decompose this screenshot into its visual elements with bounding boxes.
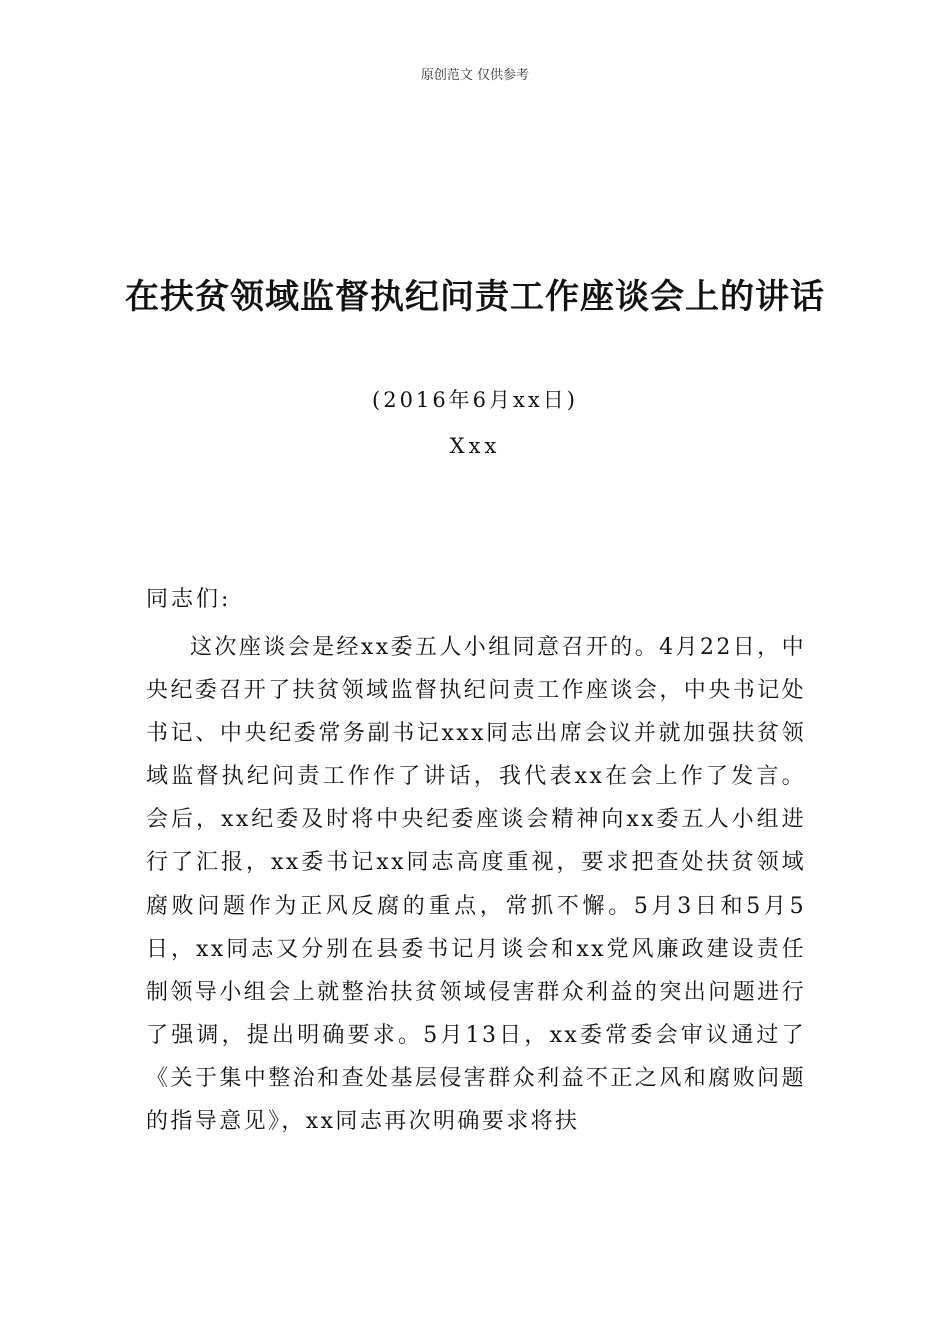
document-author: Xxx (449, 434, 501, 458)
salutation: 同志们: (146, 587, 232, 612)
page-header: 原创范文 仅供参考 (420, 68, 530, 83)
body-paragraph: 这次座谈会是经xx委五人小组同意召开的。4月22日，中央纪委召开了扶贫领域监督执纪问责工作座谈会，中央书记处书记、中央纪委常务副书记xxx同志出席会议并就加强扶贫领域监督执纪问责工作作了讲话，我代表xx在会上作了发言。会后，xx纪委及时将中央纪委座谈会精神向xx委五人小组进行了汇报，xx委书记xx同志高度重视，要求把查处扶贫领域腐败问题作为正风反腐的重点，常抓不懈。5月3日和5月5日，xx同志又分别在县委书记月谈会和xx党风廉政建设责任制领导小组会上就整治扶贫领域侵害群众利益的突出问题进行了强调，提出明确要求。5月13日，xx委常委会审议通过了《关于集中整治和查处基层侵害群众利益不正之风和腐败问题的指导意见》，xx同志再次明确要求将扶 (146, 635, 806, 1135)
document-title: 在扶贫领域监督执纪问责工作座谈会上的讲话 (125, 277, 825, 317)
document-date: (2016年6月xx日) (372, 388, 578, 412)
